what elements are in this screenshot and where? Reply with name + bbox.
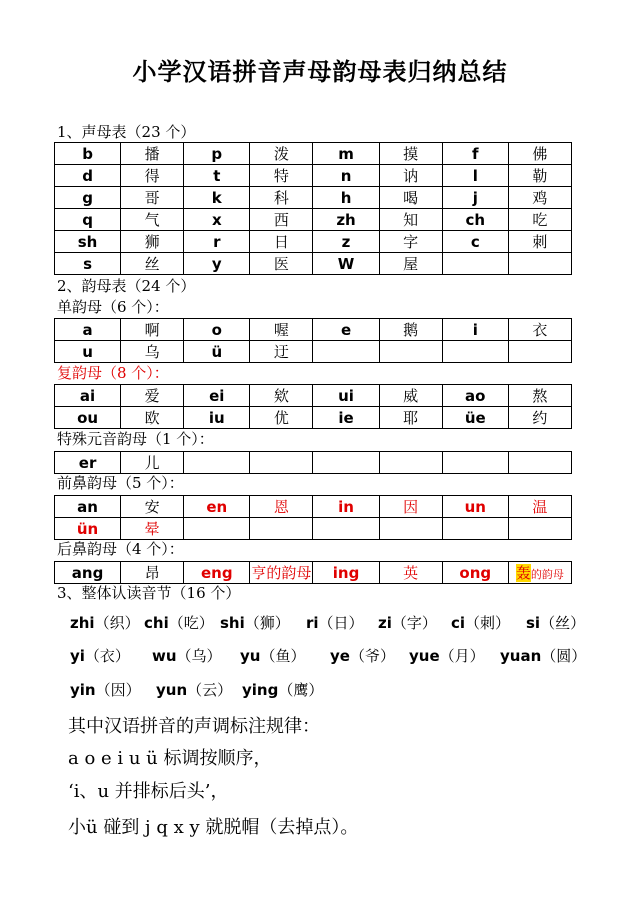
single-finals-table: [54, 318, 572, 363]
hanzi-cell: 特: [250, 165, 313, 187]
empty-cell: [508, 341, 571, 363]
pinyin-cell: s: [55, 253, 121, 275]
syllable-hanzi: （云）: [187, 681, 233, 699]
table-row: [55, 407, 572, 429]
hanzi-cell: 哥: [121, 187, 184, 209]
pinyin-cell: ing: [313, 562, 379, 584]
initials-table: [54, 142, 572, 275]
syllable-pinyin: yuan: [500, 647, 542, 665]
hanzi-cell: 乌: [121, 341, 184, 363]
hanzi-cell: 儿: [121, 452, 184, 474]
empty-cell: [442, 518, 508, 540]
pinyin-cell: ui: [313, 385, 379, 407]
hanzi-cell: 泼: [250, 143, 313, 165]
syllable-pinyin: chi: [144, 614, 169, 632]
empty-cell: [250, 518, 313, 540]
syllable-hanzi: （丝）: [540, 614, 586, 632]
table-row: [55, 518, 572, 540]
syllable-item: [330, 645, 395, 666]
hanzi-cell: 西: [250, 209, 313, 231]
hanzi-cell: 温: [508, 496, 571, 518]
syllable-pinyin: ye: [330, 647, 350, 665]
pinyin-cell: in: [313, 496, 379, 518]
initials-heading: 1、声母表（23 个）: [57, 123, 196, 141]
hanzi-cell: 刺: [508, 231, 571, 253]
hanzi-cell: 啊: [121, 319, 184, 341]
empty-cell: [313, 452, 379, 474]
pinyin-cell: p: [184, 143, 250, 165]
syllable-pinyin: ying: [242, 681, 279, 699]
hanzi-cell: 佛: [508, 143, 571, 165]
syllable-item: [242, 679, 323, 700]
single-finals-heading: 单韵母（6 个）：: [57, 298, 169, 316]
front-nasal-table: [54, 495, 572, 540]
hanzi-cell: 吃: [508, 209, 571, 231]
syllable-hanzi: （爷）: [349, 647, 395, 665]
cell-note: 的韵母: [530, 568, 564, 581]
pinyin-cell: j: [442, 187, 508, 209]
pinyin-cell: k: [184, 187, 250, 209]
empty-cell: [508, 253, 571, 275]
syllable-pinyin: ci: [451, 614, 466, 632]
syllable-hanzi: （刺）: [465, 614, 511, 632]
hanzi-cell: 恩: [250, 496, 313, 518]
hanzi-cell: 迂: [250, 341, 313, 363]
pinyin-cell: l: [442, 165, 508, 187]
empty-cell: [250, 452, 313, 474]
hanzi-cell: 丝: [121, 253, 184, 275]
table-row: [55, 319, 572, 341]
pinyin-cell: ie: [313, 407, 379, 429]
syllable-item: [500, 645, 586, 666]
hanzi-cell: 知: [379, 209, 442, 231]
hanzi-cell: 得: [121, 165, 184, 187]
empty-cell: [379, 341, 442, 363]
pinyin-cell: z: [313, 231, 379, 253]
pinyin-cell: en: [184, 496, 250, 518]
empty-cell: [313, 341, 379, 363]
pinyin-cell: h: [313, 187, 379, 209]
syllable-hanzi: （织）: [94, 614, 140, 632]
empty-cell: [184, 452, 250, 474]
hanzi-cell: 医: [250, 253, 313, 275]
syllable-hanzi: （狮）: [244, 614, 290, 632]
empty-cell: [442, 253, 508, 275]
syllable-item: [220, 612, 290, 633]
whole-syllables-heading: 3、整体认读音节（16 个）: [57, 584, 241, 602]
table-row: [55, 209, 572, 231]
empty-cell: [379, 518, 442, 540]
syllable-item: [526, 612, 585, 633]
hanzi-cell: 约: [508, 407, 571, 429]
pinyin-cell: u: [55, 341, 121, 363]
hanzi-cell: 亨的韵母: [250, 562, 313, 584]
hanzi-cell: [508, 562, 571, 584]
hanzi-cell: 字: [379, 231, 442, 253]
pinyin-cell: y: [184, 253, 250, 275]
syllable-pinyin: ri: [306, 614, 319, 632]
hanzi-cell: 喔: [250, 319, 313, 341]
syllable-pinyin: zhi: [70, 614, 95, 632]
pinyin-cell: eng: [184, 562, 250, 584]
syllable-pinyin: yun: [156, 681, 188, 699]
back-nasal-heading: 后鼻韵母（4 个）：: [57, 540, 184, 558]
hanzi-cell: 狮: [121, 231, 184, 253]
syllable-hanzi: （因）: [95, 681, 141, 699]
syllable-pinyin: yu: [240, 647, 261, 665]
syllable-item: [240, 645, 305, 666]
hanzi-cell: 勒: [508, 165, 571, 187]
syllable-hanzi: （乌）: [176, 647, 222, 665]
pinyin-cell: n: [313, 165, 379, 187]
syllable-pinyin: zi: [378, 614, 392, 632]
syllable-pinyin: si: [526, 614, 541, 632]
table-row: [55, 562, 572, 584]
special-finals-table: [54, 451, 572, 474]
pinyin-cell: ü: [184, 341, 250, 363]
pinyin-cell: m: [313, 143, 379, 165]
pinyin-cell: zh: [313, 209, 379, 231]
pinyin-cell: i: [442, 319, 508, 341]
table-row: [55, 496, 572, 518]
table-row: [55, 452, 572, 474]
hanzi-cell: 日: [250, 231, 313, 253]
syllable-item: [144, 612, 214, 633]
pinyin-cell: W: [313, 253, 379, 275]
empty-cell: [442, 452, 508, 474]
table-row: [55, 187, 572, 209]
tone-rule-line: a o e i u ü 标调按顺序，: [68, 748, 272, 769]
hanzi-cell: 优: [250, 407, 313, 429]
pinyin-cell: ün: [55, 518, 121, 540]
table-row: [55, 143, 572, 165]
front-nasal-heading: 前鼻韵母（5 个）：: [57, 474, 184, 492]
pinyin-cell: r: [184, 231, 250, 253]
hanzi-cell: 晕: [121, 518, 184, 540]
pinyin-cell: b: [55, 143, 121, 165]
pinyin-cell: q: [55, 209, 121, 231]
pinyin-cell: an: [55, 496, 121, 518]
table-row: [55, 165, 572, 187]
empty-cell: [379, 452, 442, 474]
hanzi-cell: 耶: [379, 407, 442, 429]
syllable-hanzi: （鹰）: [278, 681, 324, 699]
pinyin-cell: ang: [55, 562, 121, 584]
hanzi-cell: 欧: [121, 407, 184, 429]
hanzi-cell: 鸡: [508, 187, 571, 209]
hanzi-cell: 因: [379, 496, 442, 518]
pinyin-cell: iu: [184, 407, 250, 429]
pinyin-cell: e: [313, 319, 379, 341]
hanzi-cell: 衣: [508, 319, 571, 341]
pinyin-cell: sh: [55, 231, 121, 253]
compound-finals-table: [54, 384, 572, 429]
hanzi-cell: 欸: [250, 385, 313, 407]
table-row: [55, 253, 572, 275]
pinyin-cell: er: [55, 452, 121, 474]
syllable-item: [70, 679, 141, 700]
compound-finals-heading: 复韵母（8 个）：: [57, 364, 169, 382]
pinyin-cell: c: [442, 231, 508, 253]
hanzi-cell: 摸: [379, 143, 442, 165]
hanzi-cell: 喝: [379, 187, 442, 209]
syllable-item: [451, 612, 510, 633]
syllable-hanzi: （衣）: [84, 647, 130, 665]
pinyin-cell: üe: [442, 407, 508, 429]
pinyin-cell: g: [55, 187, 121, 209]
pinyin-cell: x: [184, 209, 250, 231]
tone-rule-line: ‘i、u 并排标后头’，: [68, 781, 229, 802]
hanzi-cell: 鹅: [379, 319, 442, 341]
empty-cell: [313, 518, 379, 540]
hanzi-cell: 科: [250, 187, 313, 209]
pinyin-cell: ao: [442, 385, 508, 407]
syllable-hanzi: （圆）: [541, 647, 587, 665]
table-row: [55, 341, 572, 363]
syllable-hanzi: （月）: [439, 647, 485, 665]
hanzi-cell: 英: [379, 562, 442, 584]
back-nasal-table: [54, 561, 572, 584]
pinyin-cell: f: [442, 143, 508, 165]
syllable-pinyin: yue: [409, 647, 440, 665]
syllable-pinyin: yi: [70, 647, 85, 665]
syllable-item: [70, 612, 140, 633]
empty-cell: [508, 452, 571, 474]
table-row: [55, 385, 572, 407]
pinyin-cell: un: [442, 496, 508, 518]
syllable-item: [409, 645, 485, 666]
pinyin-cell: a: [55, 319, 121, 341]
hanzi-cell: 威: [379, 385, 442, 407]
pinyin-cell: ong: [442, 562, 508, 584]
tone-rule-line: 小ü 碰到 j q x y 就脱帽（去掉点）。: [68, 817, 359, 838]
pinyin-cell: ch: [442, 209, 508, 231]
syllable-pinyin: shi: [220, 614, 245, 632]
pinyin-cell: ei: [184, 385, 250, 407]
pinyin-cell: t: [184, 165, 250, 187]
hanzi-cell: 播: [121, 143, 184, 165]
syllable-item: [156, 679, 232, 700]
hanzi-cell: 昂: [121, 562, 184, 584]
syllable-hanzi: （日）: [318, 614, 364, 632]
special-finals-heading: 特殊元音韵母（1 个）：: [57, 430, 214, 448]
syllable-hanzi: （鱼）: [260, 647, 306, 665]
syllable-item: [306, 612, 364, 633]
pinyin-cell: o: [184, 319, 250, 341]
highlighted-char: 轰: [515, 564, 531, 582]
empty-cell: [184, 518, 250, 540]
page-title: 小学汉语拼音声母韵母表归纳总结: [132, 58, 508, 86]
syllable-pinyin: yin: [70, 681, 96, 699]
hanzi-cell: 熬: [508, 385, 571, 407]
hanzi-cell: 气: [121, 209, 184, 231]
syllable-pinyin: wu: [152, 647, 177, 665]
pinyin-cell: d: [55, 165, 121, 187]
syllable-hanzi: （字）: [391, 614, 437, 632]
hanzi-cell: 爱: [121, 385, 184, 407]
pinyin-cell: ou: [55, 407, 121, 429]
hanzi-cell: 屋: [379, 253, 442, 275]
syllable-item: [152, 645, 222, 666]
syllable-item: [378, 612, 437, 633]
hanzi-cell: 讷: [379, 165, 442, 187]
syllable-item: [70, 645, 130, 666]
pinyin-cell: ai: [55, 385, 121, 407]
syllable-hanzi: （吃）: [168, 614, 214, 632]
table-row: [55, 231, 572, 253]
tone-rule-heading: 其中汉语拼音的声调标注规律：: [68, 716, 320, 737]
finals-heading: 2、韵母表（24 个）: [57, 277, 196, 295]
empty-cell: [442, 341, 508, 363]
empty-cell: [508, 518, 571, 540]
hanzi-cell: 安: [121, 496, 184, 518]
